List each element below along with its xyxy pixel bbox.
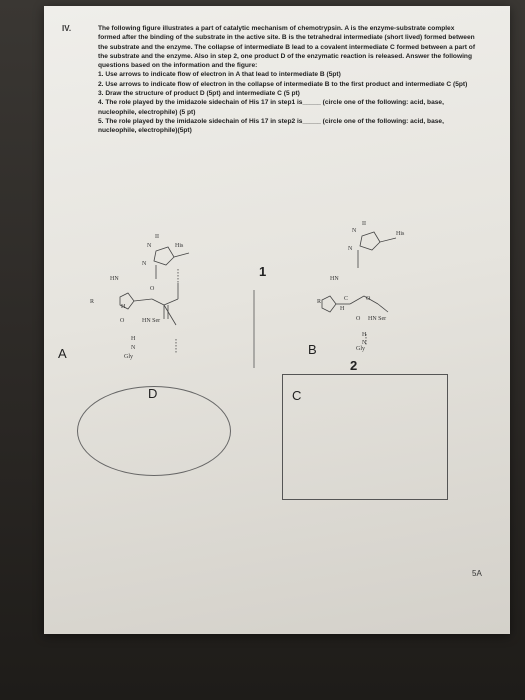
b-c-label: C	[344, 296, 349, 302]
a-hn-label: HN	[110, 276, 119, 282]
question-number: IV.	[62, 24, 72, 33]
label-c: C	[292, 388, 302, 403]
b-gly-label: Gly	[356, 346, 365, 352]
question-item-3: 3. Draw the structure of product D (5pt) and intermediate C (5 pt)	[98, 90, 300, 98]
worksheet-paper	[44, 6, 510, 634]
a-gly-label: Gly	[124, 354, 133, 360]
question-item-2: 2. Use arrows to indicate flow of electron in the collapse of intermediate B to the first product and intermediate C (5pt)	[98, 80, 468, 88]
b-n-top: N	[352, 228, 357, 234]
b-n-marker: N	[362, 340, 367, 346]
structure-a-drawing	[94, 221, 224, 371]
question-text	[98, 24, 476, 136]
b-h-label: H	[340, 306, 345, 312]
label-a: A	[58, 346, 67, 361]
b-n-bottom: N	[348, 246, 353, 252]
a-his-label: His	[175, 243, 184, 249]
b-o-right: O	[366, 296, 371, 302]
label-d: D	[148, 386, 158, 401]
question-item-4: 4. The role played by the imidazole sidechain of His 17 in step1 is_____ (circle one of the following: acid, base, nucleophile, electrophile) (5 pt)	[98, 99, 444, 116]
b-r-label: R	[317, 299, 322, 305]
b-hn-ser: HN Ser	[368, 316, 387, 322]
a-o-bottom: O	[120, 318, 125, 324]
a-o-top: O	[150, 286, 155, 292]
a-h-marker: H	[131, 336, 136, 342]
structure-b-drawing	[304, 206, 444, 366]
question-item-1: 1. Use arrows to indicate flow of electron in A that lead to intermediate B (5pt)	[98, 71, 341, 79]
a-n-top: N	[147, 243, 152, 249]
b-h-marker: H	[362, 332, 367, 338]
step-1-label: 1	[259, 264, 267, 279]
a-n-bottom: N	[142, 261, 147, 267]
b-his-label: His	[396, 231, 405, 237]
b-o-bottom: O	[356, 316, 361, 322]
intermediate-c-answer-box[interactable]	[282, 374, 448, 500]
a-r-label: R	[90, 299, 95, 305]
question-list	[98, 70, 476, 135]
label-b: B	[308, 342, 317, 357]
a-ii-marker: II	[155, 234, 159, 240]
a-h-label: H	[121, 304, 126, 310]
question-item-5: 5. The role played by the imidazole sidechain of His 17 in step2 is_____ (circle one of the following: acid, base, nucleophile, electrophile)(5pt)	[98, 117, 444, 135]
b-ii-marker: II	[362, 221, 366, 227]
step-2-label: 2	[350, 358, 358, 373]
b-hn-label: HN	[330, 276, 339, 282]
a-hn-ser: HN Ser	[142, 318, 161, 324]
product-d-answer-oval[interactable]	[77, 386, 231, 476]
step-1-arrow	[244, 286, 264, 376]
page-note: 5A	[472, 569, 482, 578]
question-intro: The following figure illustrates a part of catalytic mechanism of chemotrypsin. A is the enzyme-substrate complex formed after the binding of the substrate in the active site. B is the tetrahedral intermediate (short lived) formed between the substrate and the enzyme. The collapse of intermediate B lead to a covalent intermediate C formed between a part of the substrate and the enzyme. Also in step 2, one product D of the enzymatic reaction is released. Answer the following questions based on the information and the figure:	[98, 25, 476, 70]
a-n-marker: N	[131, 345, 136, 351]
